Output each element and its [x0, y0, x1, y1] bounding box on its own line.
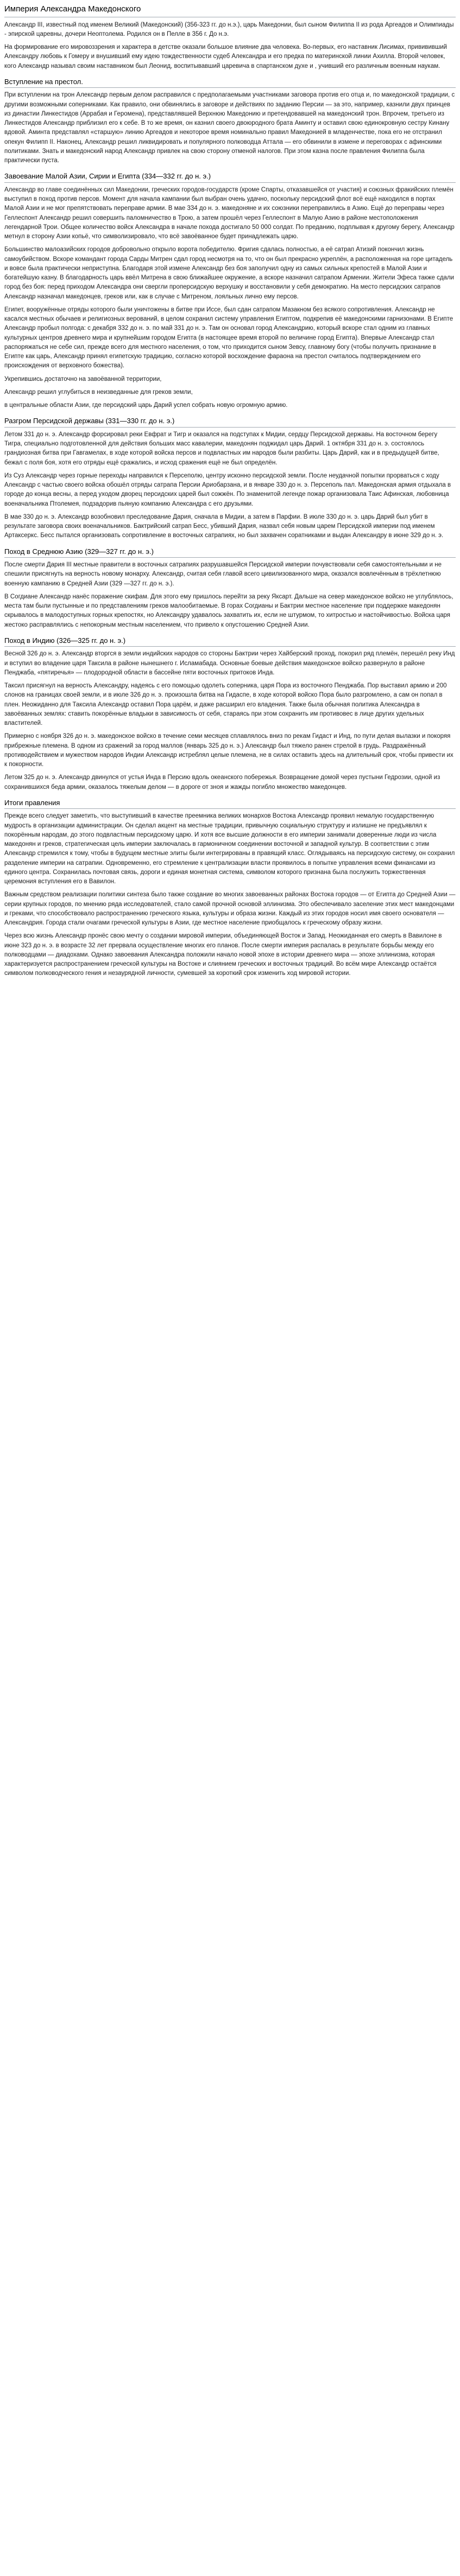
- section-transition: [4, 375, 456, 411]
- paragraph: Таксил присягнул на верность Александру, надеясь с его помощью одолеть соперника, царя Пора из восточного Пенджаба. Пор выставил армию и 200 слонов на границах своей земли, и в июле 326 до н. э. произошла битва на Гидаспе, в ходе которой войско Пора было разгромлено, а сам он попал в плен. Неожиданно для Таксила Александр оставил Пора царём, и даже расширил его владения. Также была обычная политика Александра в завоёванных землях: ставить покорённые владыки в зависимость от себя, стараясь при этом сохранить им противовес в лице других удельных властителей.: [4, 683, 447, 726]
- section-results: [4, 798, 456, 979]
- paragraph: Из Суз Александр через горные переходы направился к Персеполю, центру исконно персидской земли. После неудачной попытки прорваться с ходу Александр с частью своего войска обошёл отряды сатрапа Персии Ариобарзана, и в январе 330 до н. э. Персеполь пал. Македонская армия отдыхала в городе до конца весны, а перед уходом дворец персидских царей был сожжён. По знаменитой легенде пожар организовала Таис Афинская, любовница военачальника Птолемея, подзадорив пьяную компанию Александра с его друзьями.: [4, 472, 451, 507]
- section-heading: Поход в Среднюю Азию (329—327 гг. до н. э.): [4, 546, 456, 558]
- article-body: [4, 21, 456, 979]
- paragraph: В мае 330 до н. э. Александр возобновил преследование Дария, сначала в Мидии, а затем в Парфии. В июле 330 до н. э. царь Дарий был убит в результате заговора своих военачальников. Бактрийский сатрап Бесс, убивший Дария, назвал себя новым царем Персидской империи под именем Артаксеркс. Бесс пытался организовать сопротивление в восточных сатрапиях, но был захвачен соратниками и выдан Александру в июне 329 до н. э.: [4, 513, 444, 539]
- section-central-asia: [4, 546, 456, 630]
- paragraph: На формирование его мировоззрения и характера в детстве оказали большое влияние два человека. Во-первых, его наставник Лисимах, привививший Александру любовь к Гомеру и внушивший ему идею тождественности судеб Александра и его предка по материнской линии Ахилла. Второй человек, кого Александр называл своим наставником был Леонид, воспитывавший царевича в спартанском духе и , учивший его различным военным наукам.: [4, 44, 448, 69]
- paragraph: Египет, вооружённые отряды которого были уничтожены в битве при Иссе, был сдан сатрапом Мазакном без всякого сопротивления. Александр не касался местных обычаев и религиозных верований, в целом сохранил систему управления Египтом, подкрепив её македонскими гарнизонами. В Египте Александр пробыл полгода: с декабря 332 до н. э. по май 331 до н. э. Там он основал город Александрию, который вскоре стал одним из главных культурных центров древнего мира и крупнейшим городом Египта (в настоящее время второй по величине город Египта). Впервые Александр стал распоряжаться не себе сил, прежде всего для местного населения, о том, что приходится сыном Зевсу, главному богу (чтобы получить признание в Египте как царь, Александр принял египетскую традицию, согласно которой восхождение фараона на престол считалось подтверждением его происхождения от верховного божества).: [4, 306, 453, 369]
- section-heading: Вступление на престол.: [4, 76, 456, 88]
- paragraph: Важным средством реализации политики синтеза было также создание во многих завоеванных районах Востока городов — от Египта до Средней Азии — серии крупных городов, по мнению ряда исследователей, стало самой прочной основой эллинизма. Это обеспечивало заселение этих мест македонцами и греками, что способствовало распространению греческого языка, культуры и образа жизни. Каждый из этих городов носил имя своего основателя — Александрия. Города стали очагами греческой культуры в Азии, где местное население приобщалось к греческому образу жизни.: [4, 891, 456, 926]
- page-title: Империя Александра Македонского: [4, 3, 456, 17]
- paragraph: При вступлении на трон Александр первым делом расправился с предполагаемыми участниками заговора против его отца и, по македонской традиции, с другими возможными соперниками. Как правило, они обвинялись в заговоре и действиях по заданию Персии — за это, например, казнили двух принцев из династии Линкестидов (Аррабая и Геромена), представлявшей Верхнюю Македонию и претендовавшей на македонский трон. Впрочем, третьего из Линкестидов Александр приблизил его к себе. В то же время, он казнил своего двоюродного брата Аминту и оставил свою единокровную сестру Кинану вдовой. Аминта представлял «старшую» линию Аргеадов и некоторое время номинально правил Македонией в младенчестве, пока его не отстранил опекун Филипп II. Наконец, Александр решил ликвидировать и популярного полководца Аттала — его обвинили в измене и переговорах с афинскими политиками. Знать и македонский народ Александр привлек на свою сторону отменой налогов. При этом казна после правления Филиппа была практически пуста.: [4, 92, 455, 164]
- paragraph: В Согдиане Александр нанёс поражение скифам. Для этого ему пришлось перейти за реку Яксарт. Дальше на север македонское войско не углублялось, места там были пустынные и по представлениям греков малообитаемые. В горах Согдианы и Бактрии местное население при поддержке македонян скрывалось в малодоступных горных крепостях, но Александру удавалось захватить их, если не штурмом, то хитростью и настойчивостью. Войска царя жестоко расправлялись с непокорным местным населением, что привело к опустошению Средней Азии.: [4, 593, 453, 628]
- paragraph: Весной 326 до н. э. Александр вторгся в земли индийских народов со стороны Бактрии через Хайберский проход, покорил ряд племён, перешёл реку Инд и вступил во владение царя Таксила в районе нынешнего г. Исламабада. Основные боевые действия македонское войско развернуло в районе Пенджаба, «пятиречья» — плодородной области в бассейне пяти восточных притоков Инда.: [4, 651, 455, 676]
- section-heading: Завоевание Малой Азии, Сирии и Египта (334—332 гг. до н. э.): [4, 171, 456, 183]
- section-asia-minor: [4, 171, 456, 371]
- section-accession: [4, 76, 456, 166]
- section-heading: Поход в Индию (326—325 гг. до н. э.): [4, 635, 456, 647]
- paragraph: Александр решил углубиться в неизведанные для греков земли,: [4, 388, 193, 396]
- section-heading: Итоги правления: [4, 798, 456, 809]
- paragraph: Примерно с ноября 326 до н. э. македонское войско в течение семи месяцев сплавлялось вниз по рекам Гидаст и Инд, по пути делая вылазки и покоряя прибрежные племена. В одном из сражений за город маллов (январь 325 до н. э.) Александр был тяжело ранен стрелой в грудь. Раздражённый противодействием и мужеством народов Индии Александр истреблял целые племена, не в силах оставить здесь на длительный срок, чтобы привести их к покорности.: [4, 733, 453, 768]
- section-persia: [4, 416, 456, 540]
- paragraph: Александр III, известный под именем Великий (Македонский) (356-323 гг. до н.э.), царь Македонии, был сыном Филиппа II из рода Аргеадов и Олимпиады - эпирской царевны, дочери Неоптолема. Родился он в Пелле в 356 г. До н.э.: [4, 21, 454, 37]
- paragraph: После смерти Дария III местные правители в восточных сатрапиях разрушавшейся Персидской империи почувствовали себя самостоятельными и не спешили присягнуть на верность новому монарху. Александр, считая себя главой всего цивилизованного мира, оказался вовлечённым в трёхлетнюю военную кампанию в Средней Азии (329 —327 гг. до н. э.).: [4, 562, 442, 587]
- paragraph: Прежде всего следует заметить, что выступивший в качестве преемника великих монархов Востока Александр проявил немалую государственную мудрость в организации администрации. Он сделал акцент на местные традиции, привычную социальную структуру и излишне не предъявлял к покорённым народам, до этого подвластным персидскому царю. И хотя все высшие должности в его империи занимали доверенные люди из числа македонян и греков, стратегическая цель империи заключалась в гармоничном соединении восточной и западной культур. В соответствии с этим Александр стремился к тому, чтобы в будущем местные элиты были интегрированы в правящий класс. Оглядываясь на персидскую систему, он сохранил разделение империи на сатрапии. Одновременно, его стремление к централизации власти проявилось в попытке управления всеми финансами из единого центра. Сохранилась почтовая связь, дороги и единая монетная система, символом которого признана была послужить торжественная церемония вступления его в Вавилон.: [4, 813, 455, 885]
- paragraph: Через всю жизнь Александр пронёс свою мечту о создании мировой империи, объединяющей Восток и Запад. Неожиданная его смерть в Вавилоне в июне 323 до н. э. в возрасте 32 лет прервала осуществление многих его планов. После смерти империя распалась в результате борьбы между его полководцами — диадохами. Однако завоевания Александра положили начало новой эпохе в истории древнего мира — эпохе эллинизма, которая характеризуется распространением греческой культуры на Востоке и слиянием греческих и восточных традиций. Во всём мире Александр остаётся символом полководческого гения и незаурядной личности, сумевшей за короткий срок изменить ход мировой истории.: [4, 933, 442, 977]
- paragraph: Летом 325 до н. э. Александр двинулся от устья Инда в Персию вдоль океанского побережья. Возвращение домой через пустыни Гедрозии, одной из сохранившихся беда армии, оказалось тяжелым делом — в дороге от зноя и жажды погибло множество македонцев.: [4, 774, 440, 790]
- paragraph: в центральные области Азии, где персидский царь Дарий успел собрать новую огромную армию.: [4, 402, 288, 409]
- paragraph: Александр во главе соединённых сил Македонии, греческих городов-государств (кроме Спарты, отказавшейся от участия) и союзных фракийских племён выступил в поход против персов. Момент для начала кампании был выбран очень удачно, поскольку персидский флот всё ещё находился в портах Малой Азии и не мог препятствовать переправе армии. В мае 334 до н. э. македоняне и их союзники переправились в Азию. Ещё до переправы через Геллеспонт Александр решил совершить паломничество в Трою, а затем прошёл через Геллеспонт в Малую Азию в районе местоположения легендарной Трои. Общее количество войск Александра в начале похода достигало 50 000 солдат. По преданию, подплывая к другому берегу, Александр метнул в сторону Азии копьё, что символизировало, что всё завоёванное будет принадлежать царю.: [4, 186, 455, 240]
- paragraph: Летом 331 до н. э. Александр форсировал реки Евфрат и Тигр и оказался на подступах к Мидии, сердцу Персидской державы. На восточном берегу Тигра, специально подготовленной для действия больших масс кавалерии, македонян поджидал царь Дарий. 1 октября 331 до н. э. состоялось грандиозная битва при Гавгамелах, в ходе которой войска персов и подвластных им народов были разбиты. Царь Дарий, как и в предыдущей битве, бежал с поля боя, хотя его отряды ещё сражались, и исход сражения ещё не был определён.: [4, 431, 439, 466]
- section-heading: Разгром Персидской державы (331—330 гг. до н. э.): [4, 416, 456, 428]
- section-intro: [4, 21, 456, 71]
- section-india: [4, 635, 456, 792]
- paragraph: Большинство малоазийских городов добровольно открыло ворота победителю. Фригия сдалась полностью, а её сатрап Атизий покончил жизнь самоубийством. Вскоре командант города Сарды Митрен сдал город несмотря на то, что он был прекрасно укреплён, а расположенная на горе цитадель и вовсе была практически неприступна. Благодаря этой измене Александр без боя заполучил одну из самых сильных крепостей в Малой Азии и богатейшую казну. В благодарность царь ввёл Митрена в свою ближайшее окружение, а вскоре назначил сатрапом Армении. Жители Эфеса также сдали город без боя: перед приходом Александра они свергли проперсидскую верхушку и восстановили у себя демократию. На место персидских сатрапов Александр назначал македонцев, греков или, как в случае с Митреном, лояльных лично ему персов.: [4, 246, 455, 300]
- paragraph: Укрепившись достаточно на завоёванной территории,: [4, 375, 162, 382]
